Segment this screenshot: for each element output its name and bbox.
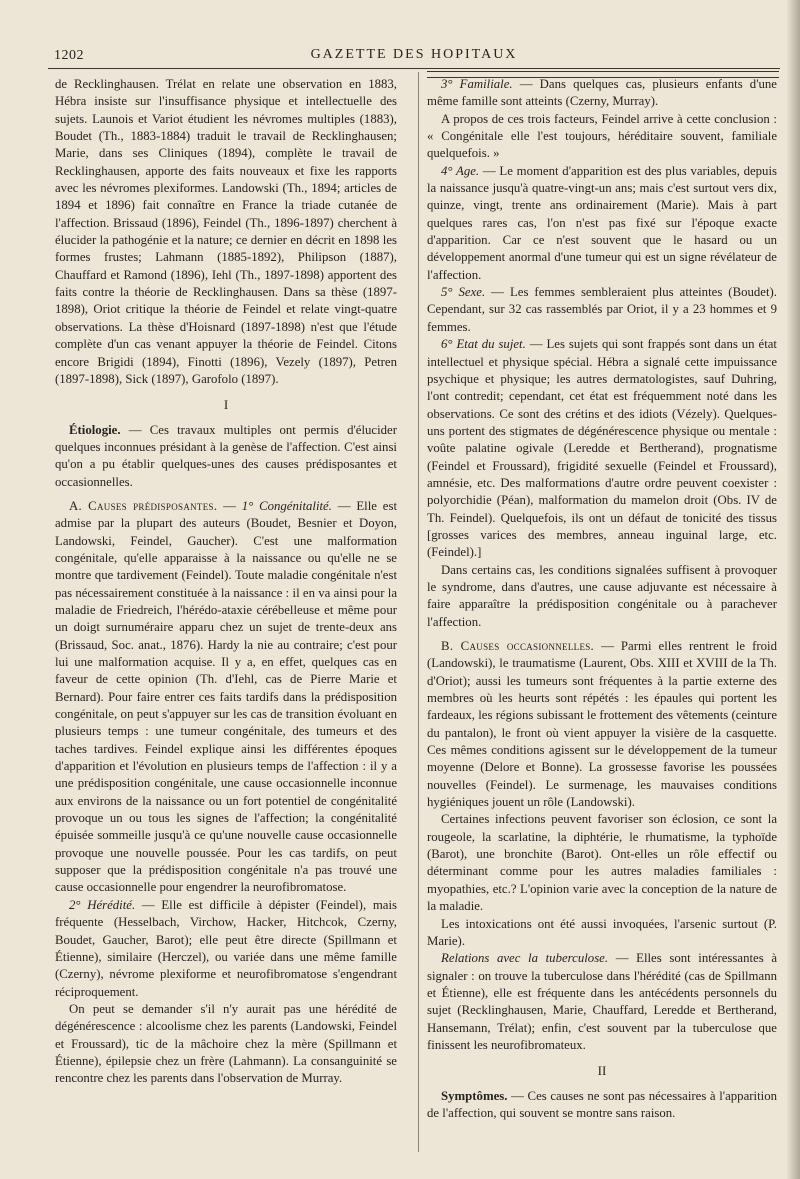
paragraph-text: — Ces travaux multiples ont permis d'élucider quelques inconnues présidant à la genèse de l'affection. C'est ainsi qu'on a pu établir quelques-unes des causes prédisposantes et occasionnelles. bbox=[55, 422, 397, 489]
paragraph bbox=[427, 336, 777, 561]
paragraph-text: — Dans quelques cas, plusieurs enfants d'une même famille sont atteints (Czerny, Murray). bbox=[427, 77, 777, 109]
section-number: I bbox=[223, 397, 229, 413]
paragraph-text: — Elles sont intéressantes à signaler : on trouve la tuberculose dans l'hérédité (cas de Spillmann et Étienne), elle est fréquente dans les antécédents personnels du sujet (Recklinghausen, Marie, Chauffard, Leredde et Bertherand, Hansemann, Trélat); enfin, c'est souvent par la tuberculose que finissent les neurofibromateux. bbox=[427, 951, 777, 1052]
paragraph: de Recklinghausen. Trélat en relate une observation en 1883, Hébra insiste sur l'insuffisance physique et intellectuelle des sujets. Launois et Variot étudient les névromes multiples (1883), Boudet (Th., 1883-1884) traduit le travail de Recklinghausen; Marie, dans ses Cliniques (1894), complète le travail de Recklinghausen, apporte des faits nouveaux et fixe les rapports avec les névromes plexiformes. Landowski (Th., 1894; articles de 1894 et 1896) fait connaître en France la triade cutanée de l'affection. Brissaud (1896), Feindel (Th., 1896-1897) cherchent à élucider la pathogénie et la nature; ce dernier en décrit en 1898 les formes frustes; Lahmann (1885-1892), Philipson (1887), Chauffard et Ramond (1896), Iehl (Th., 1897-1898) apportent des faits contre la théorie de Recklinghausen. Dans sa thèse (1897-1898), Oriot critique la théorie de Feindel et relate vingt-quatre observations. La thèse d'Hoisnard (1897-1898) n'est que l'étude complète d'un cas venant appuyer la théorie de Feindel. Citons encore Brigidi (1894), Finotti (1896), Vezely (1897), Petren (1897-1898), Sick (1897), Garofolo (1897). bbox=[55, 77, 397, 386]
subsection-title: 6° Etat du sujet. bbox=[441, 337, 526, 352]
section-number: II bbox=[597, 1063, 607, 1079]
paragraph bbox=[55, 422, 397, 491]
paragraph-text: — Les femmes sembleraient plus atteintes (Boudet). Cependant, sur 32 cas rassemblés par Oriot, il y a 23 hommes et 9 femmes. bbox=[427, 285, 777, 334]
paragraph: Les intoxications ont été aussi invoquées, l'arsenic surtout (P. Marie). bbox=[427, 916, 777, 948]
section-heading: Étiologie. bbox=[69, 422, 121, 437]
paragraph-text: — Elle est admise par la plupart des auteurs (Boudet, Besnier et Doyon, Landowski, Feindel, Gaucher). C'est une malformation congénitale, qu'elle apparaisse à la naissance ou qu'elle ne se montre que tardivement (Feindel). Toute maladie congénitale n'est pas nécessairement constituée à la naissance : il en va ainsi pour la maladie de Friedreich, l'hérédo-ataxie cérébelleuse et même pour un doigt surnuméraire apparu chez un sujet de trente-deux ans (Brissaud, Soc. anat., 1876). Hardy la nie au contraire; c'est pour lui une malformation acquise. Il y a, en effet, quelques cas en faveur de cette opinion (Th. d'Iehl, cas de Pierre Marie et Bernard). Pour faire entrer ces faits tardifs dans la prédisposition congénitale, on peut s'appuyer sur les cas de transition évoluant en plusieurs temps : une tumeur congénitale, des tumeurs et des taches tardives. Feindel explique ainsi les différentes époques d'apparition et l'évolution en plusieurs temps de l'affection : il y a une prédisposition congénitale, une cause occasionnelle inconnue aux environs de la naissance ou un fort potentiel de congénitalité provoque un ou tous les signes de l'affection; la congénitalité épuisée sommeille jusqu'à ce qu'une nouvelle cause occasionnelle provoque une nouvelle poussée. Pour les cas tardifs, on peut supposer que la prédisposition congénitale n'a pas trouvé une cause occasionnelle pour engendrer la neurofibromatose. bbox=[55, 498, 397, 895]
paragraph bbox=[427, 1088, 777, 1123]
paragraph-text: — Parmi elles rentrent le froid (Landowski), le traumatisme (Laurent, Obs. XIII et XVIII de la Th. d'Oriot); aussi les tumeurs sont fréquentes à la partie externe des membres où les heurts sont répétés : les épaules qui portent les fardeaux, les régions subissant le frottement des vêtements (ceinture du pantalon), le front où vient appuyer la visière de la casquette. Ces mêmes conditions agissent sur le développement de la tumeur moyenne (Delore et Bonne). La grossesse favorise les poussées nouvelles (Feindel). Le surmenage, les mauvaises conditions hygiéniques jouent un rôle (Landowski). bbox=[427, 639, 777, 810]
column-divider bbox=[418, 72, 419, 1152]
subsection-title: Relations avec la tuberculose. bbox=[441, 951, 609, 966]
subsection-title: 4° Age. bbox=[441, 163, 480, 178]
paragraph-text: — Ces causes ne sont pas nécessaires à l'apparition de l'affection, qui souvent se montre sans raison. bbox=[427, 1088, 777, 1120]
paragraph bbox=[427, 284, 777, 336]
paragraph bbox=[55, 897, 397, 1001]
paragraph bbox=[427, 76, 777, 111]
paragraph bbox=[427, 163, 777, 284]
page-edge-shadow bbox=[786, 0, 800, 1179]
subsection-title: 5° Sexe. bbox=[441, 285, 486, 300]
paragraph: Certaines infections peuvent favoriser son éclosion, ce sont la rougeole, la scarlatine, la diphtérie, le rhumatisme, la typhoïde (Barot), une bronchite (Barot). Ont-elles un rôle effectif ou déterminant comme pour les autres maladies familiales : myopathies, etc.? L'opinion varie avec la conception de la nature de la maladie. bbox=[427, 812, 777, 914]
journal-title: GAZETTE DES HOPITAUX bbox=[310, 47, 518, 62]
paragraph: On peut se demander s'il n'y aurait pas une hérédité de dégénérescence : alcoolisme chez les parents (Landowski, Feindel et Froussard), tic de la mâchoire chez la mère (Spillmann et Étienne), épilepsie chez un frère (Lahmann). La consanguinité se rencontre chez les parents dans l'observation de Murray. bbox=[55, 1001, 397, 1086]
subsection-label: A. Causes prédisposantes. bbox=[69, 498, 218, 513]
section-heading: Symptômes. bbox=[441, 1088, 508, 1103]
paragraph: A. Causes prédisposantes. — 1° Congénitalité. — Elle est admise par la plupart des auteurs (Boudet, Besnier et Doyon, Landowski, Feindel, Gaucher). C'est une malformation congénitale, qu'elle apparaisse à la naissance ou qu'elle ne se montre que tardivement (Feindel). Toute maladie congénitale n'est pas nécessairement constituée à la naissance : il en va ainsi pour la maladie de Friedreich, l'hérédo-ataxie cérébelleuse et même pour un doigt surnuméraire apparu chez un sujet de trente-deux ans (Brissaud, Soc. anat., 1876). Hardy la nie au contraire; c'est pour lui une malformation acquise. Il y a, en effet, quelques cas en faveur de cette opinion (Th. d'Iehl, cas de Pierre Marie et Bernard). Pour faire entrer ces faits tardifs dans la prédisposition congénitale, on peut s'appuyer sur les cas de transition évoluant en plusieurs temps : une tumeur congénitale, des tumeurs et des taches tardives. Feindel explique ainsi les différentes époques d'apparition et l'évolution en plusieurs temps de l'affection : il y a une prédisposition congénitale, une cause occasionnelle inconnue aux environs de la naissance ou un fort potentiel de congénitalité provoque un ou tous les signes de l'affection; la congénitalité épuisée sommeille jusqu'à ce qu'une nouvelle cause occasionnelle provoque une nouvelle poussée. Pour les cas tardifs, on peut supposer que la prédisposition congénitale n'a pas trouvé une cause occasionnelle pour engendrer la neurofibromatose. bbox=[55, 498, 397, 895]
page-header bbox=[48, 40, 780, 69]
paragraph: A propos de ces trois facteurs, Feindel arrive à cette conclusion : « Congénitale elle l'est toujours, héréditaire souvent, familiale quelquefois. » bbox=[427, 111, 777, 161]
paragraph bbox=[427, 950, 777, 1054]
paragraph-text: — Elle est difficile à dépister (Feindel), mais fréquente (Hesselbach, Virchow, Hacker, Hitchcok, Czerny, Boudet, Gaucher, Barot); elle peut être directe (Spillmann et Étienne), similaire (Herczel), ou variée dans une même famille (Czerny), névrome plexiforme et neurofibromatose s'engendrant réciproquement. bbox=[55, 897, 397, 999]
page-number: 1202 bbox=[54, 48, 84, 63]
subsection-title: 2° Hérédité. bbox=[69, 897, 136, 912]
subsection-title: 3° Familiale. bbox=[441, 77, 513, 91]
paragraph: Dans certains cas, les conditions signalées suffisent à provoquer le syndrome, dans d'autres, une cause adjuvante est nécessaire à faire apparaître la prédisposition congénitale ou à parachever l'affection. bbox=[427, 562, 777, 629]
paragraph-text: — Le moment d'apparition est des plus variables, depuis la naissance jusqu'à quatre-vingt-un ans; mais c'est surtout vers dix, quinze, vingt, trente ans ordinairement (Marie). Mais à part quelques rares cas, l'on n'est pas fixé sur l'époque exacte d'apparition. Car ce n'est souvent que le hasard ou un développement anormal d'une tumeur qui est un signe révélateur de l'affection. bbox=[427, 163, 777, 282]
subsection-title: 1° Congénitalité. bbox=[241, 498, 332, 513]
left-column bbox=[55, 76, 397, 1088]
paragraph-text: — Les sujets qui sont frappés sont dans un état intellectuel et physique spécial. Hébra a signalé cette impuissance psychique et physique; les autres dermatologistes, sauf Duhring, l'ont contredit; cependant, cet état est fréquemment noté dans les observations. Ce sont des crétins et des idiots (Vézely). Quelques-uns portent des stigmates de dégénérescence physique ou mentale : voûte palatine ogivale (Leredde et Bertherand), prognatisme (Feindel et Froussard), frigidité sexuelle (Feindel et Froussard), amnésie, etc. Des malformations d'autre ordre peuvent coexister : polyorchidie (Péan), malformation du mamelon droit (Obs. IV de Th. Feindel). Quelquefois, ils ont un défaut de tonicité des tissus [grosses varices des membres, anneau inguinal large, etc. (Feindel).] bbox=[427, 337, 777, 560]
subsection-label: B. Causes occasionnelles. bbox=[441, 639, 595, 653]
right-column bbox=[427, 76, 777, 1122]
paragraph bbox=[427, 638, 777, 811]
